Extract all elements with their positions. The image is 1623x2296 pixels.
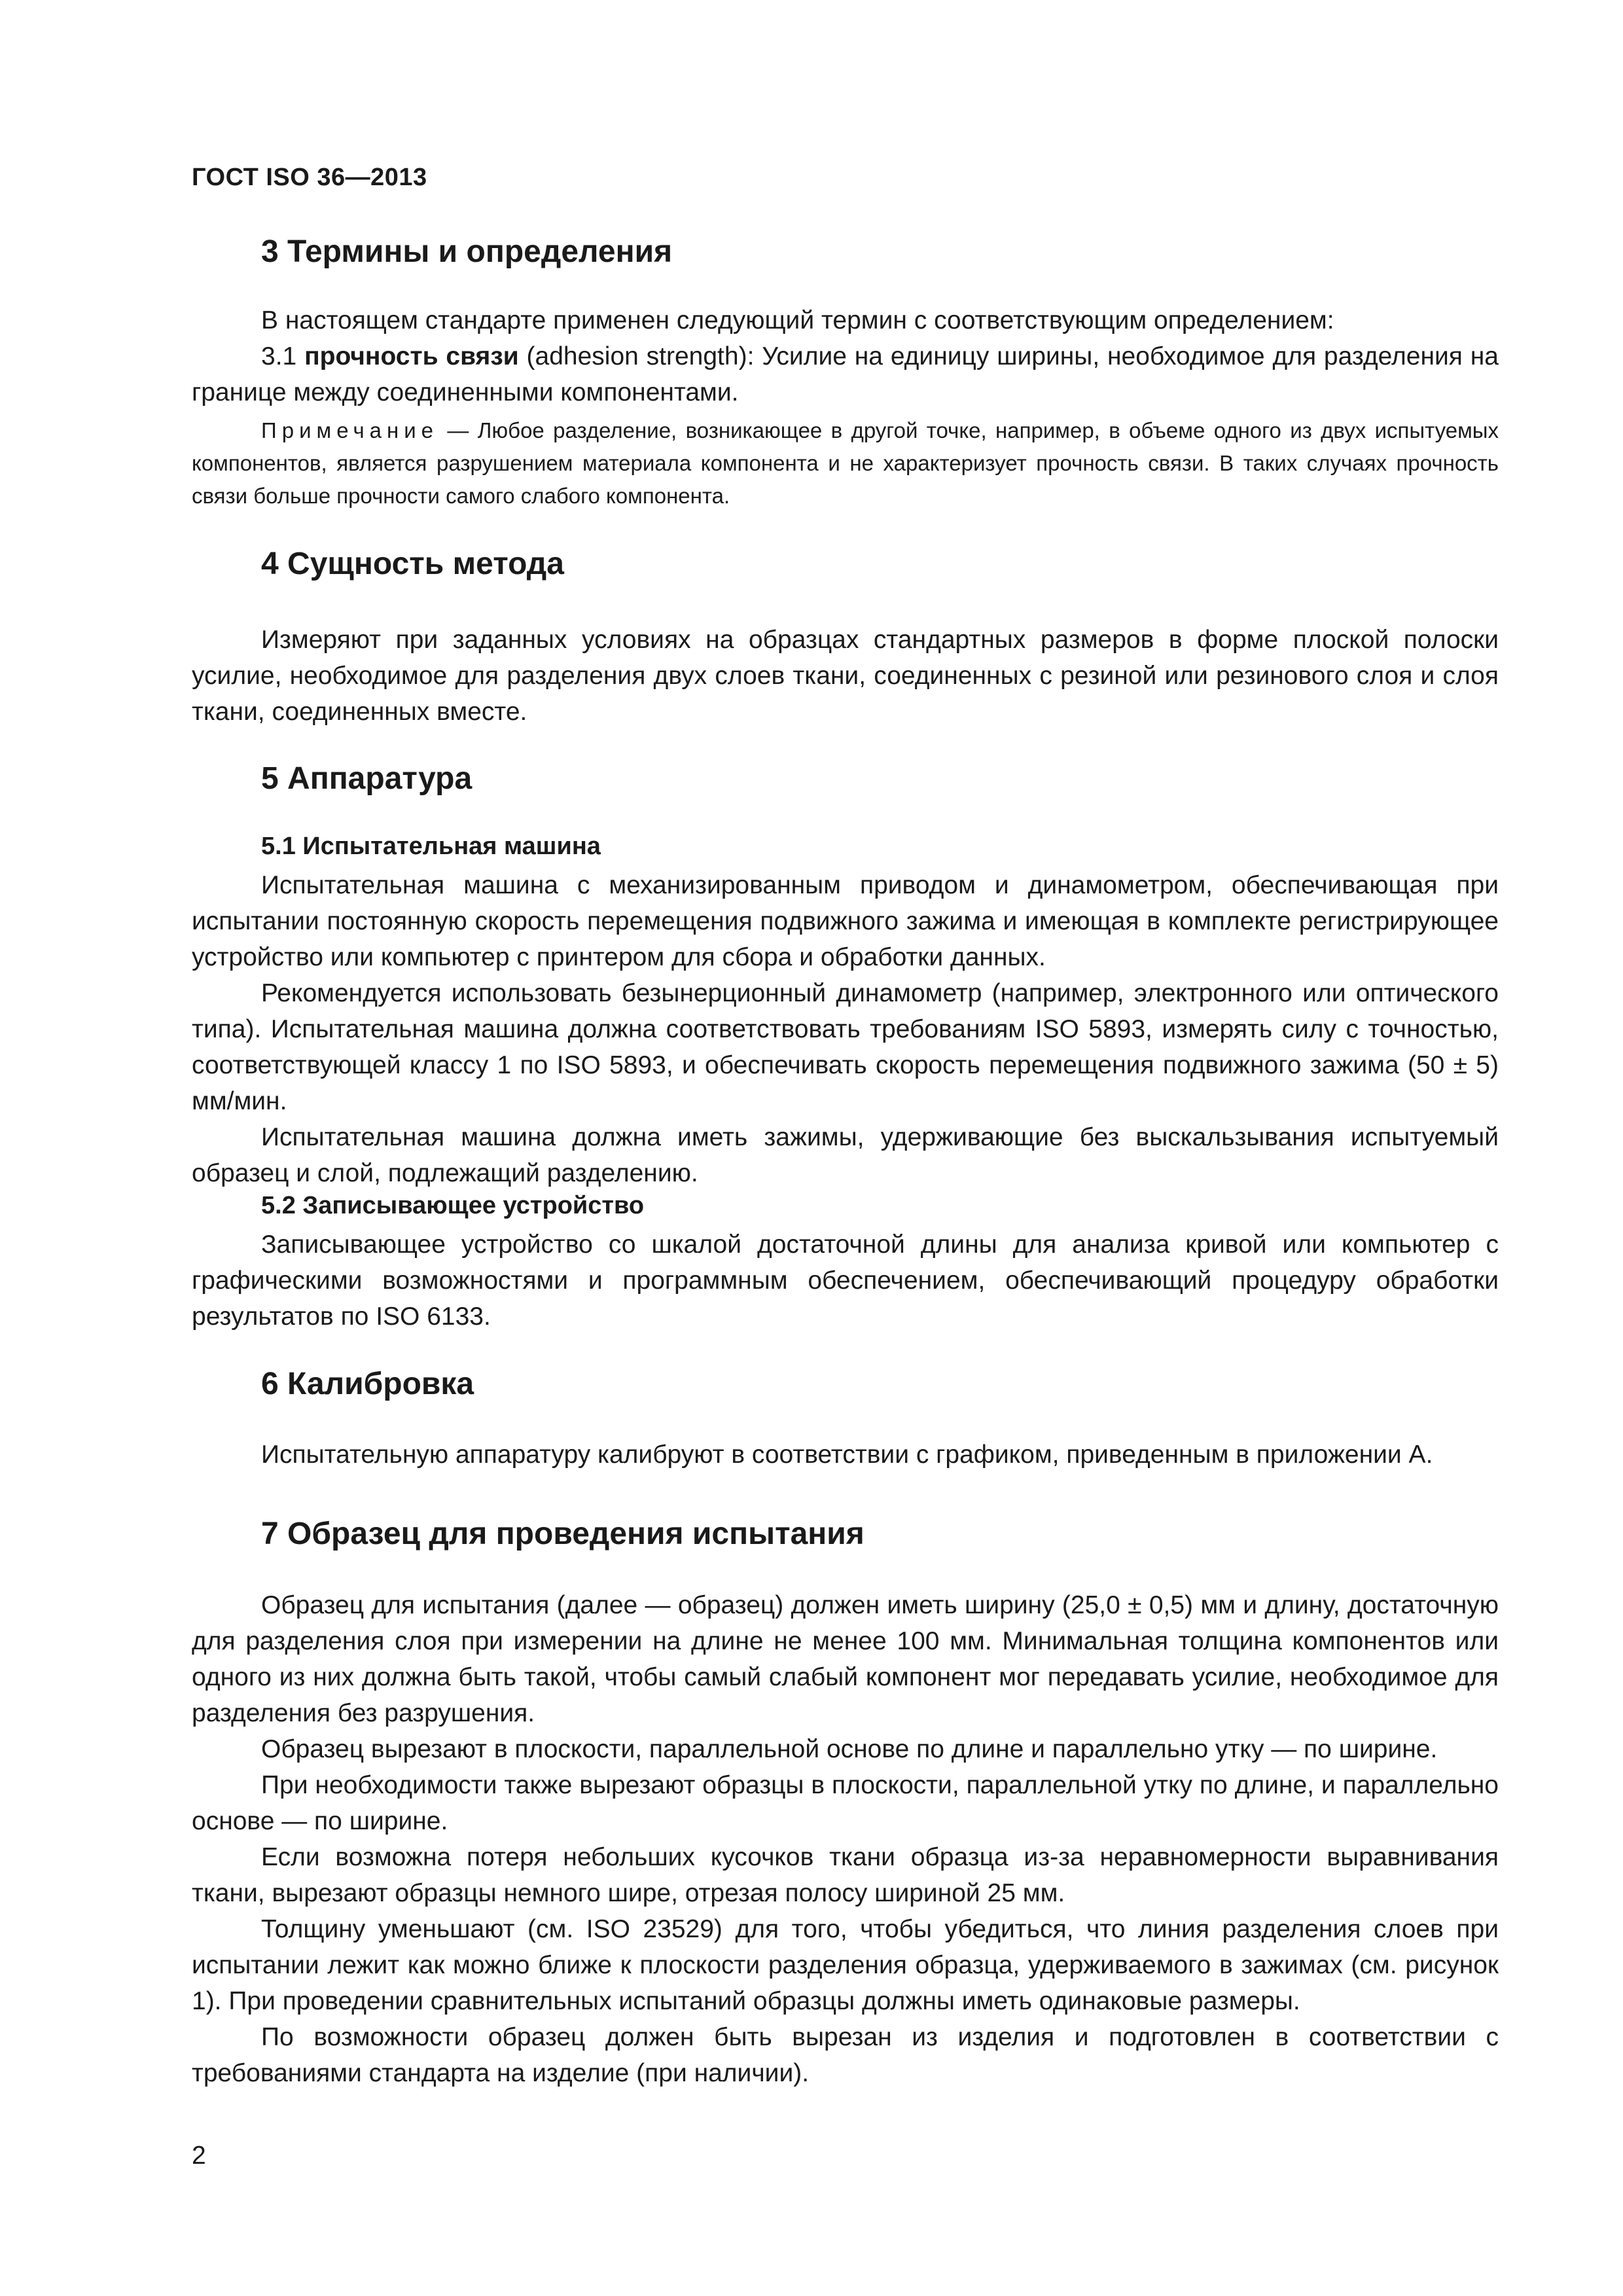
subsection-5-1-title: 5.1 Испытательная машина xyxy=(261,833,601,860)
section-4-body xyxy=(192,622,1499,730)
note-label: Примечание xyxy=(261,418,439,442)
subsection-5-2 xyxy=(192,1189,1499,1222)
section-3-title: 3 Термины и определения xyxy=(261,234,673,269)
section-7-body xyxy=(192,1587,1499,2091)
section-6-paragraph: Испытательную аппаратуру калибруют в соответствии с графиком, приведенным в приложении А. xyxy=(261,1441,1433,1469)
subsection-5-2-title: 5.2 Записывающее устройство xyxy=(261,1192,645,1219)
subsection-5-1-body xyxy=(192,867,1499,1191)
section-4-title: 4 Сущность метода xyxy=(261,547,564,581)
section-7-paragraph-4: Если возможна потеря небольших кусочков ткани образца из-за неравномерности выравнивания ткани, вырезают образцы немного шире, отрезая полосу шириной 25 мм. xyxy=(192,1843,1499,1907)
section-5-title: 5 Аппаратура xyxy=(261,761,473,796)
section-3-body xyxy=(192,302,1499,410)
section-4 xyxy=(192,545,1499,584)
section-5-paragraph-3: Испытательная машина должна иметь зажимы, удерживающие без выскальзывания испытуемый образец и слой, подлежащий разделению. xyxy=(192,1123,1499,1187)
section-6-title: 6 Калибровка xyxy=(261,1367,474,1401)
term-text: (adhesion strength): Усилие на единицу ширины, необходимое для разделения на границе между соединенными компонентами. xyxy=(192,342,1499,406)
section-7-paragraph-2: Образец вырезают в плоскости, параллельной основе по длине и параллельно утку — по ширине. xyxy=(261,1735,1438,1763)
section-3-note xyxy=(192,414,1499,512)
section-7-paragraph-6: По возможности образец должен быть вырезан из изделия и подготовлен в соответствии с требованиями стандарта на изделие (при наличии). xyxy=(192,2023,1499,2087)
note-text: — Любое разделение, возникающее в другой точке, например, в объеме одного из двух испытуемых компонентов, является разрушением материала компонента и не характеризует прочность связи. В таких случаях прочность связи больше прочности самого слабого компонента. xyxy=(192,418,1499,508)
document-header: ГОСТ ISO 36—2013 xyxy=(192,164,427,191)
term-number: 3.1 xyxy=(261,342,297,370)
term-name: прочность связи xyxy=(304,342,519,370)
section-5-paragraph-2: Рекомендуется использовать безынерционный динамометр (например, электронного или оптического типа). Испытательная машина должна соответствовать требованиям ISO 5893, измерять силу с точностью, соответствующей классу 1 по ISO 5893, и обеспечивать скорость перемещения подвижного зажима (50 ± 5) мм/мин. xyxy=(192,979,1499,1115)
section-6 xyxy=(192,1365,1499,1404)
subsection-5-1 xyxy=(192,830,1499,863)
section-4-paragraph: Измеряют при заданных условиях на образцах стандартных размеров в форме плоской полоски усилие, необходимое для разделения двух слоев ткани, соединенных с резиной или резинового слоя и слоя ткани, соединенных вместе. xyxy=(192,626,1499,726)
section-3 xyxy=(192,232,1499,272)
section-5-paragraph-1: Испытательная машина с механизированным приводом и динамометром, обеспечивающая при испытании постоянную скорость перемещения подвижного зажима и имеющая в комплекте регистрирующее устройство или компьютер с принтером для сбора и обработки данных. xyxy=(192,871,1499,971)
section-7-paragraph-3: При необходимости также вырезают образцы в плоскости, параллельной утку по длине, и параллельно основе — по ширине. xyxy=(192,1771,1499,1835)
subsection-5-2-body xyxy=(192,1227,1499,1335)
section-5 xyxy=(192,759,1499,798)
section-7 xyxy=(192,1515,1499,1554)
term-definition xyxy=(192,338,1499,410)
section-6-body xyxy=(192,1437,1499,1473)
section-7-paragraph-1: Образец для испытания (далее — образец) должен иметь ширину (25,0 ± 0,5) мм и длину, достаточную для разделения слоя при измерении на длине не менее 100 мм. Минимальная толщина компонентов или одного из них должна быть такой, чтобы самый слабый компонент мог передавать усилие, необходимое для разделения без разрушения. xyxy=(192,1591,1499,1727)
section-5-paragraph-4: Записывающее устройство со шкалой достаточной длины для анализа кривой или компьютер с графическими возможностями и программным обеспечением, обеспечивающий процедуру обработки результатов по ISO 6133. xyxy=(192,1230,1499,1331)
section-7-title: 7 Образец для проведения испытания xyxy=(261,1516,865,1551)
note-paragraph xyxy=(192,414,1499,512)
section-3-intro: В настоящем стандарте применен следующий термин с соответствующим определением: xyxy=(261,306,1334,334)
page-number: 2 xyxy=(192,2142,206,2170)
section-7-paragraph-5: Толщину уменьшают (см. ISO 23529) для того, чтобы убедиться, что линия разделения слоев при испытании лежит как можно ближе к плоскости разделения образца, удерживаемого в зажимах (см. рисунок 1). При проведении сравнительных испытаний образцы должны иметь одинаковые размеры. xyxy=(192,1915,1499,2015)
